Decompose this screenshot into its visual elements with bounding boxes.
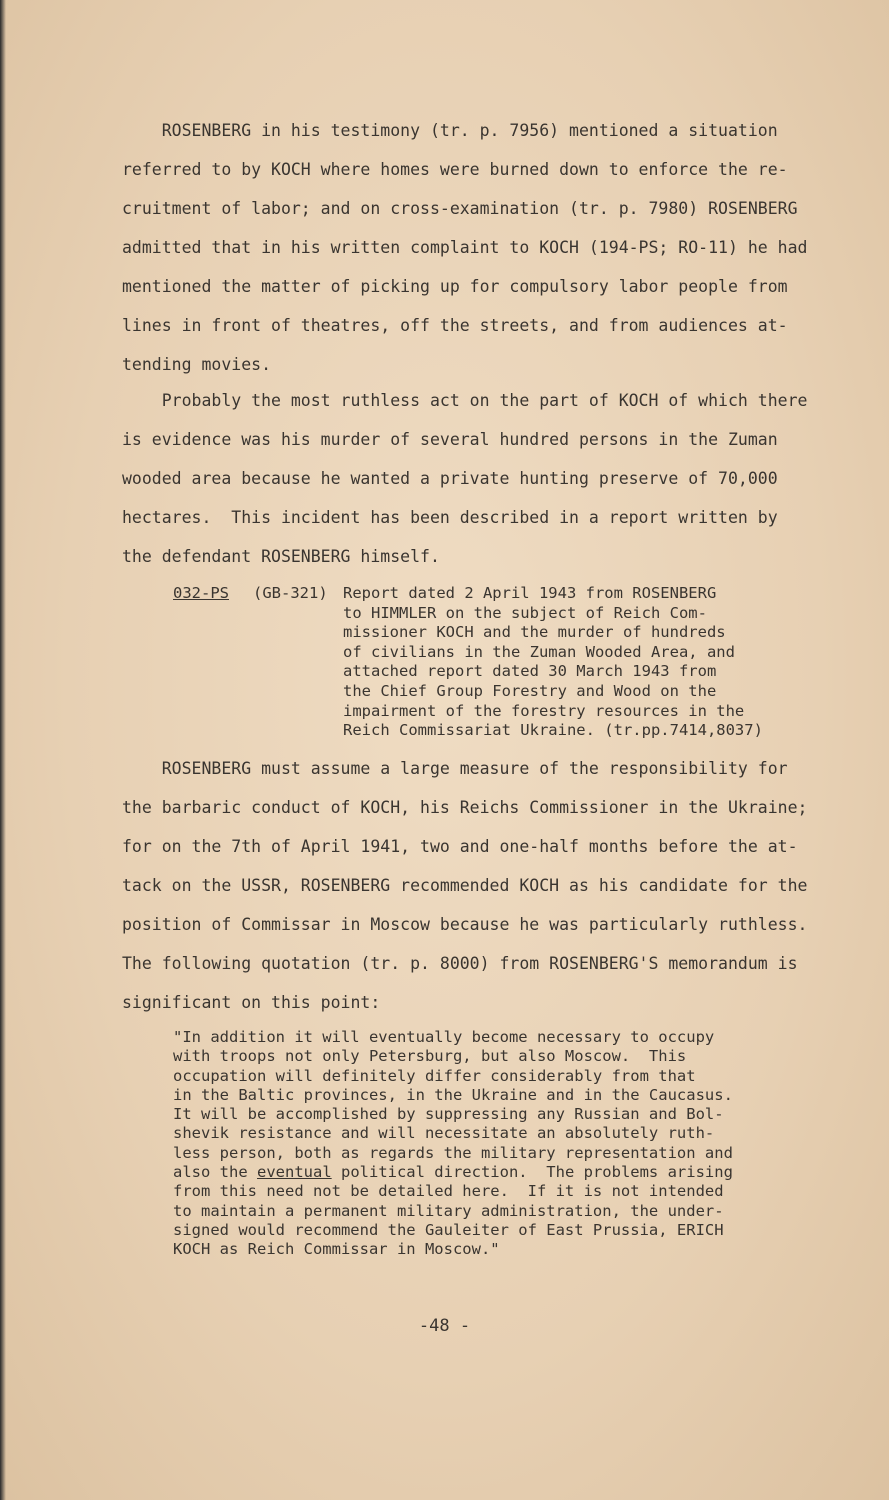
text-line: ROSENBERG in his testimony (tr. p. 7956) mentioned a situation	[122, 121, 778, 140]
text-line: to HIMMLER on the subject of Reich Com-	[343, 603, 707, 622]
text-line: impairment of the forestry resources in the	[343, 701, 745, 720]
text-line: tack on the USSR, ROSENBERG recommended KOCH as his candidate for the	[122, 876, 808, 895]
quote-text: also the	[173, 1163, 257, 1182]
text-line: significant on this point:	[122, 993, 381, 1012]
text-line: ROSENBERG must assume a large measure of the responsibility for	[122, 759, 788, 778]
text-line: cruitment of labor; and on cross-examination (tr. p. 7980) ROSENBERG	[122, 199, 798, 218]
text-line: the Chief Group Forestry and Wood on the	[343, 681, 717, 700]
text-line: the defendant ROSENBERG himself.	[122, 547, 440, 566]
paragraph-zuman-murder	[122, 381, 812, 576]
text-line: tending movies.	[122, 355, 272, 374]
text-line: mentioned the matter of picking up for compulsory labor people from	[122, 277, 788, 296]
text-line: wooded area because he wanted a private hunting preserve of 70,000	[122, 469, 778, 488]
memorandum-quotation	[173, 1028, 793, 1260]
quote-line: KOCH as Reich Commissar in Moscow."	[173, 1240, 500, 1259]
paragraph-rosenberg-responsibility	[122, 749, 812, 1022]
text-line: hectares. This incident has been described in a report written by	[122, 508, 778, 527]
exhibit-description	[343, 584, 813, 741]
quote-line: from this need not be detailed here. If it is not intended	[173, 1182, 724, 1201]
quote-line: signed would recommend the Gauleiter of East Prussia, ERICH	[173, 1220, 724, 1239]
quote-line: occupation will definitely differ considerably from that	[173, 1066, 696, 1085]
text-line: for on the 7th of April 1941, two and one-half months before the at-	[122, 837, 798, 856]
text-line: Report dated 2 April 1943 from ROSENBERG	[343, 584, 717, 602]
quote-line: in the Baltic provinces, in the Ukraine and in the Caucasus.	[173, 1085, 733, 1104]
text-line: missioner KOCH and the murder of hundreds	[343, 623, 726, 642]
text-line: of civilians in the Zuman Wooded Area, and	[343, 642, 735, 661]
text-line: referred to by KOCH where homes were burned down to enforce the re-	[122, 160, 788, 179]
exhibit-id: 032-PS	[173, 584, 229, 602]
quote-underlined-word: eventual	[257, 1163, 332, 1182]
text-line: lines in front of theatres, off the streets, and from audiences at-	[122, 316, 788, 335]
text-line: the barbaric conduct of KOCH, his Reichs Commissioner in the Ukraine;	[122, 798, 808, 817]
quote-line: "In addition it will eventually become necessary to occupy	[173, 1028, 715, 1046]
text-line: is evidence was his murder of several hundred persons in the Zuman	[122, 430, 778, 449]
page-number: -48 -	[418, 1316, 471, 1336]
paragraph-rosenberg-testimony	[122, 111, 812, 384]
quote-line: It will be accomplished by suppressing any Russian and Bol-	[173, 1105, 724, 1124]
quote-line: to maintain a permanent military administration, the under-	[173, 1201, 724, 1220]
quote-text: political direction. The problems arising	[331, 1163, 733, 1182]
quote-line: shevik resistance and will necessitate an absolutely ruth-	[173, 1124, 715, 1143]
scan-edge	[0, 0, 6, 1500]
quote-line: less person, both as regards the military representation and	[173, 1143, 733, 1162]
quote-line	[173, 1163, 793, 1182]
text-line: Reich Commissariat Ukraine. (tr.pp.7414,8037)	[343, 721, 763, 740]
text-line: admitted that in his written complaint to KOCH (194-PS; RO-11) he had	[122, 238, 808, 257]
quote-line: with troops not only Petersburg, but also Moscow. This	[173, 1047, 687, 1066]
exhibit-gb-number: (GB-321)	[253, 584, 328, 602]
text-line: position of Commissar in Moscow because he was particularly ruthless.	[122, 915, 808, 934]
text-line: attached report dated 30 March 1943 from	[343, 662, 717, 681]
text-line: The following quotation (tr. p. 8000) from ROSENBERG'S memorandum is	[122, 954, 798, 973]
text-line: Probably the most ruthless act on the part of KOCH of which there	[122, 391, 808, 410]
